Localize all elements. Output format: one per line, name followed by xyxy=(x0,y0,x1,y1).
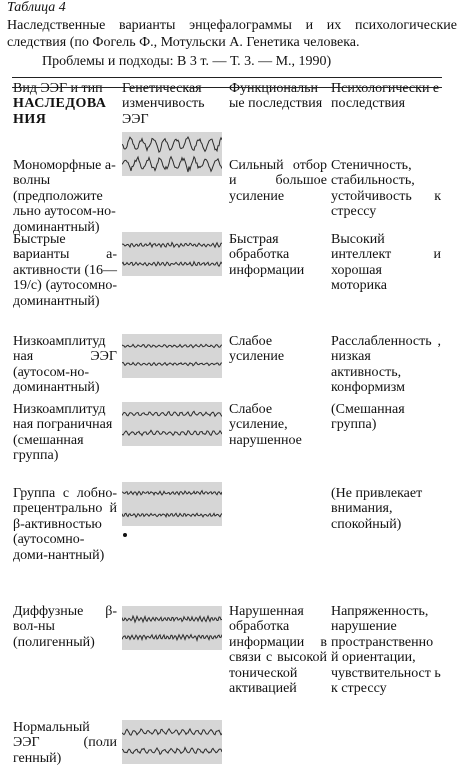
header-functional-consequences: Функциональн ые последствия xyxy=(229,81,323,112)
table-caption: Таблица 4 xyxy=(7,0,66,15)
header-rule xyxy=(12,87,442,88)
eeg-trace-background xyxy=(122,482,222,526)
eeg-trace-6 xyxy=(122,606,222,650)
row-2-psychological: Высокий интеллект и хорошая моторика xyxy=(331,232,441,294)
header-psychological-consequences: Психологически е последствия xyxy=(331,81,440,112)
row-2-type: Быстрые варианты а-активности (16— 19/с) (аутосомно-доминантный) xyxy=(13,232,117,309)
table-top-rule xyxy=(12,77,442,78)
row-3-psychological: Расслабленность , низкая активность, конформизм xyxy=(331,334,441,396)
bullet-mark xyxy=(123,533,127,537)
eeg-trace-7 xyxy=(122,720,222,764)
row-4-functional: Слабое усиление, нарушенное xyxy=(229,402,302,448)
header-genetic-variability: Генетическая изменчивость ЭЭГ xyxy=(122,81,205,127)
eeg-trace-background xyxy=(122,402,222,446)
eeg-trace-1 xyxy=(122,132,222,176)
eeg-trace-background xyxy=(122,132,222,176)
eeg-trace-background xyxy=(122,606,222,650)
row-5-type: Группа с лобно-прецентрально й β-активностью (аутосомно-доми-нантный) xyxy=(13,486,117,563)
row-3-type: Низкоамплитуд ная ЭЭГ (аутосом-но-доминантный) xyxy=(13,334,117,396)
row-5-psychological: (Не привлекает внимания, спокойный) xyxy=(331,486,423,532)
row-6-psychological: Напряженность, нарушение пространственно й ориентации, чувствительност ь к стрессу xyxy=(331,604,441,697)
header-eeg-type: Вид ЭЭГ и тип НАСЛЕДОВА НИЯ xyxy=(13,81,107,127)
row-6-functional: Нарушенная обработка информации в связи с высокой тонической активацией xyxy=(229,604,327,697)
eeg-trace-background xyxy=(122,232,222,276)
row-1-functional: Сильный отбор и большое усиление xyxy=(229,158,327,204)
eeg-trace-3 xyxy=(122,334,222,378)
eeg-trace-5 xyxy=(122,482,222,526)
table-title: Наследственные варианты энцефалограммы и их психологические следствия (по Фогель Ф., Мотульски А. Генетика человека. xyxy=(7,18,457,50)
eeg-trace-2 xyxy=(122,232,222,276)
eeg-trace-background xyxy=(122,720,222,764)
row-7-type: Нормальный ЭЭГ (поли генный) xyxy=(13,720,117,766)
row-3-functional: Слабое усиление xyxy=(229,334,285,365)
row-6-type: Диффузные β-вол-ны (полигенный) xyxy=(13,604,117,650)
table-source: Проблемы и подходы: В 3 т. — Т. 3. — М., 1990) xyxy=(42,54,332,69)
row-4-psychological: (Смешанная группа) xyxy=(331,402,405,433)
eeg-trace-4 xyxy=(122,402,222,446)
eeg-trace-background xyxy=(122,334,222,378)
row-2-functional: Быстрая обработка информации xyxy=(229,232,305,278)
row-1-psychological: Стеничность, стабильность, устойчивость к стрессу xyxy=(331,158,441,220)
row-1-type: Мономорфные а-волны (предположите льно аутосом-но-доминантный) xyxy=(13,158,116,235)
row-4-type: Низкоамплитуд ная пограничная (смешанная группа) xyxy=(13,402,113,464)
